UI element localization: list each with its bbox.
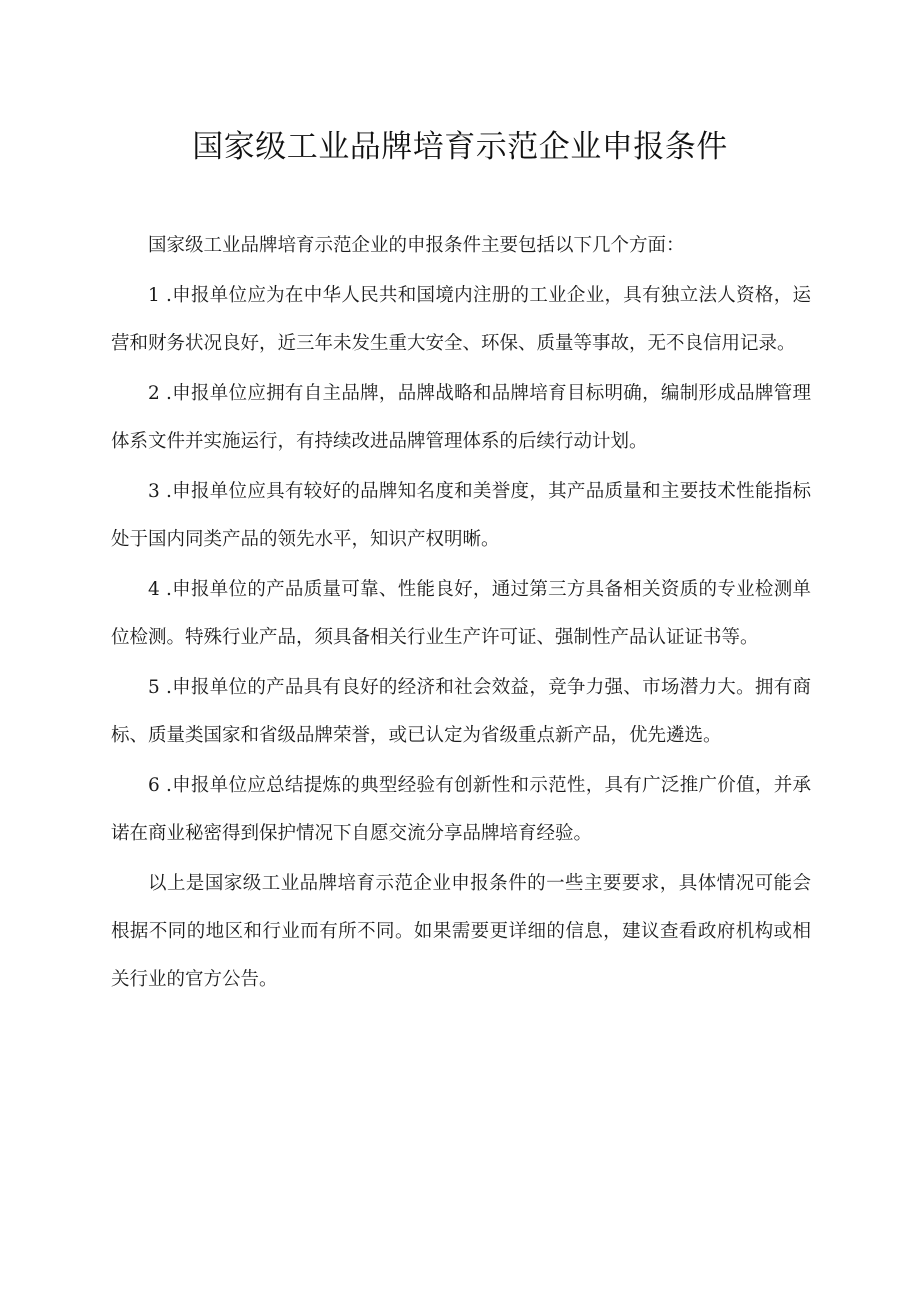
condition-text: .申报单位应拥有自主品牌，品牌战略和品牌培育目标明确，编制形成品牌管理体系文件并实施运行，有持续改进品牌管理体系的后续行动计划。	[111, 383, 811, 452]
document-title: 国家级工业品牌培育示范企业申报条件	[192, 129, 728, 165]
condition-item-3	[111, 468, 811, 564]
condition-number: 4	[148, 579, 160, 600]
condition-item-5	[111, 664, 811, 760]
condition-number: 2	[148, 383, 160, 404]
condition-number: 6	[148, 775, 160, 796]
document-body	[111, 222, 811, 1004]
conclusion-paragraph: 以上是国家级工业品牌培育示范企业申报条件的一些主要要求，具体情况可能会根据不同的地区和行业而有所不同。如果需要更详细的信息，建议查看政府机构或相关行业的官方公告。	[111, 873, 811, 990]
condition-text: .申报单位应总结提炼的典型经验有创新性和示范性，具有广泛推广价值，并承诺在商业秘密得到保护情况下自愿交流分享品牌培育经验。	[111, 775, 811, 844]
condition-number: 5	[148, 677, 160, 698]
condition-text: .申报单位的产品具有良好的经济和社会效益，竞争力强、市场潜力大。拥有商标、质量类国家和省级品牌荣誉，或已认定为省级重点新产品，优先遴选。	[111, 677, 811, 746]
condition-text: .申报单位应为在中华人民共和国境内注册的工业企业，具有独立法人资格，运营和财务状况良好，近三年未发生重大安全、环保、质量等事故，无不良信用记录。	[111, 285, 811, 354]
condition-item-4	[111, 566, 811, 662]
intro-paragraph: 国家级工业品牌培育示范企业的申报条件主要包括以下几个方面：	[148, 235, 685, 256]
condition-text: .申报单位的产品质量可靠、性能良好，通过第三方具备相关资质的专业检测单位检测。特殊行业产品，须具备相关行业生产许可证、强制性产品认证证书等。	[111, 579, 811, 648]
condition-item-1	[111, 272, 811, 368]
condition-item-2	[111, 370, 811, 466]
condition-text: .申报单位应具有较好的品牌知名度和美誉度，其产品质量和主要技术性能指标处于国内同类产品的领先水平，知识产权明晰。	[111, 481, 811, 550]
condition-number: 3	[148, 481, 160, 502]
condition-item-6	[111, 762, 811, 858]
condition-number: 1	[148, 285, 160, 306]
